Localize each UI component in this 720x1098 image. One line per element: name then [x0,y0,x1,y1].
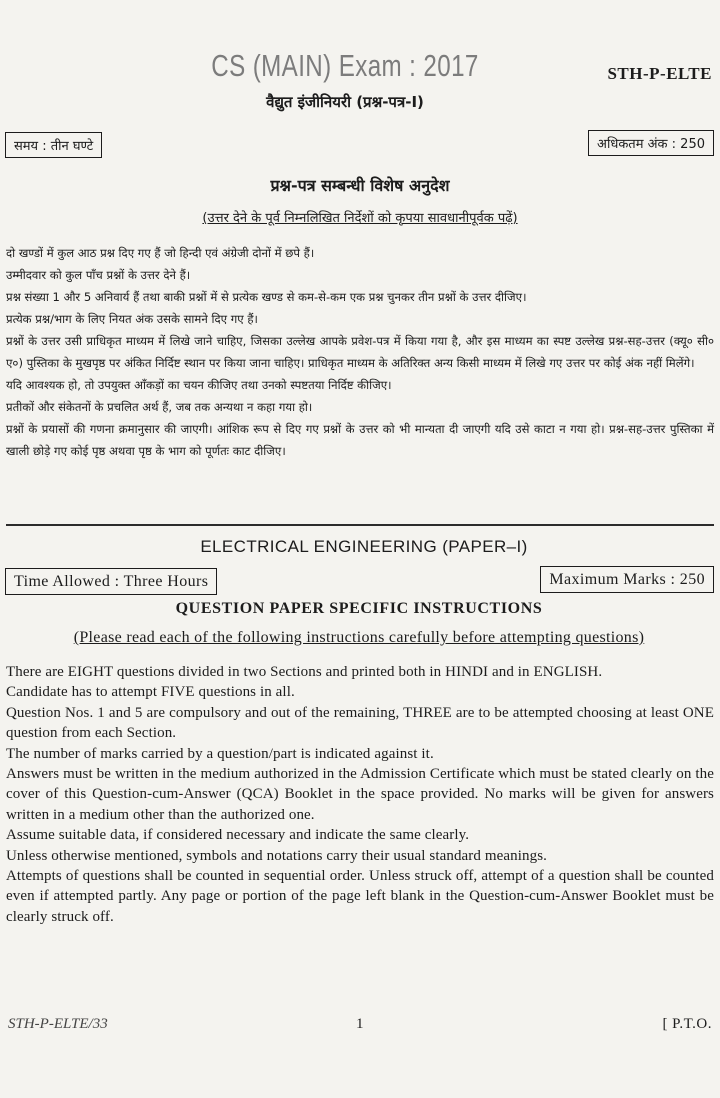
list-item: प्रश्न संख्या 1 और 5 अनिवार्य हैं तथा बाकी प्रश्नों में से प्रत्येक खण्ड से कम-से-कम एक प्रश्न चुनकर तीन प्रश्नों के उत्तर दीजिए। [6,290,527,304]
list-item: दो खण्डों में कुल आठ प्रश्न दिए गए हैं जो हिन्दी एवं अंग्रेजी दोनों में छपे हैं। [6,246,315,260]
page-number: 1 [356,1016,364,1032]
list-item: Question Nos. 1 and 5 are compulsory and out of the remaining, THREE are to be attempted choosing at least ONE question from each Section. [6,704,714,742]
instructions-list-hindi [6,242,714,462]
paper-code: STH-P-ELTE [607,64,712,83]
time-allowed-box-hindi [5,132,102,158]
list-item: There are EIGHT questions divided in two Sections and printed both in HINDI and in ENGLISH. [6,664,603,680]
list-item: Answers must be written in the medium authorized in the Admission Certificate which must be stated clearly on the cover of this Question-cum-Answer (QCA) Booklet in the space provided. No marks will be given for answers written in a medium other than the authorized one. [6,766,714,823]
max-marks-label: Maximum Marks : 250 [549,570,705,588]
section-divider [6,524,714,526]
time-allowed-label-hindi: समय : तीन घण्टे [14,139,94,154]
max-marks-label-hindi: अधिकतम अंक : 250 [597,137,705,152]
page-header [0,40,720,120]
list-item: Unless otherwise mentioned, symbols and notations carry their usual standard meanings. [6,847,547,864]
list-item: Candidate has to attempt FIVE questions in all. [6,684,295,701]
instructions-heading-hindi: प्रश्न-पत्र सम्बन्धी विशेष अनुदेश [270,176,450,195]
please-turn-over: [ P.T.O. [662,1016,712,1032]
list-item: Assume suitable data, if considered necessary and indicate the same clearly. [6,827,470,844]
max-marks-box [540,566,714,593]
list-item: The number of marks carried by a question/part is indicated against it. [6,745,434,762]
list-item: उम्मीदवार को कुल पाँच प्रश्नों के उत्तर देने हैं। [6,268,191,282]
list-item: प्रश्नों के प्रयासों की गणना क्रमानुसार की जाएगी। आंशिक रूप से दिए गए प्रश्नों के उत्तर को भी मान्यता दी जाएगी यदि उसे काटा न गया हो। प्रश्न-सह-उत्तर पुस्तिका में खाली छोड़े गए कोई पृष्ठ अथवा पृष्ठ के भाग को पूर्णतः काट दीजिए। [6,422,714,458]
subject-title-hindi: वैद्युत इंजीनियरी (प्रश्न-पत्र-I) [266,93,424,111]
instructions-heading: QUESTION PAPER SPECIFIC INSTRUCTIONS [175,600,543,617]
exam-title: CS (MAIN) Exam : 2017 [211,48,479,83]
list-item: Attempts of questions shall be counted in sequential order. Unless struck off, attempt of a question shall be counted even if attempted partly. Any page or portion of the page left blank in the Question-cum-Answer Booklet must be clearly struck off. [6,868,714,925]
instructions-list [6,662,714,927]
list-item: प्रतीकों और संकेतनों के प्रचलित अर्थ हैं, जब तक अन्यथा न कहा गया हो। [6,400,313,414]
time-allowed-box [5,568,217,595]
instructions-subheading-hindi: (उत्तर देने के पूर्व निम्नलिखित निर्देशों को कृपया सावधानीपूर्वक पढ़ें) [202,211,518,226]
list-item: प्रश्नों के उत्तर उसी प्राधिकृत माध्यम में लिखे जाने चाहिए, जिसका उल्लेख आपके प्रवेश-पत्र में किया गया है, और इस माध्यम का स्पष्ट उल्लेख प्रश्न-सह-उत्तर (क्यू० सी० ए०) पुस्तिका के मुखपृष्ठ पर अंकित निर्दिष्ट स्थान पर किया जाना चाहिए। प्राधिकृत माध्यम के अतिरिक्त अन्य किसी माध्यम में लिखे गए उत्तर पर कोई अंक नहीं मिलेंगे। [6,334,714,370]
max-marks-box-hindi [588,130,714,156]
subject-title-english: ELECTRICAL ENGINEERING (PAPER–I) [200,537,528,556]
page-footer [0,1016,720,1038]
instructions-subheading: (Please read each of the following instructions carefully before attempting questions) [73,629,645,646]
list-item: प्रत्येक प्रश्न/भाग के लिए नियत अंक उसके सामने दिए गए हैं। [6,312,258,326]
list-item: यदि आवश्यक हो, तो उपयुक्त आँकड़ों का चयन कीजिए तथा उनको स्पष्टतया निर्दिष्ट कीजिए। [6,378,392,392]
footer-code: STH-P-ELTE/33 [8,1016,108,1032]
time-allowed-label: Time Allowed : Three Hours [14,572,209,590]
